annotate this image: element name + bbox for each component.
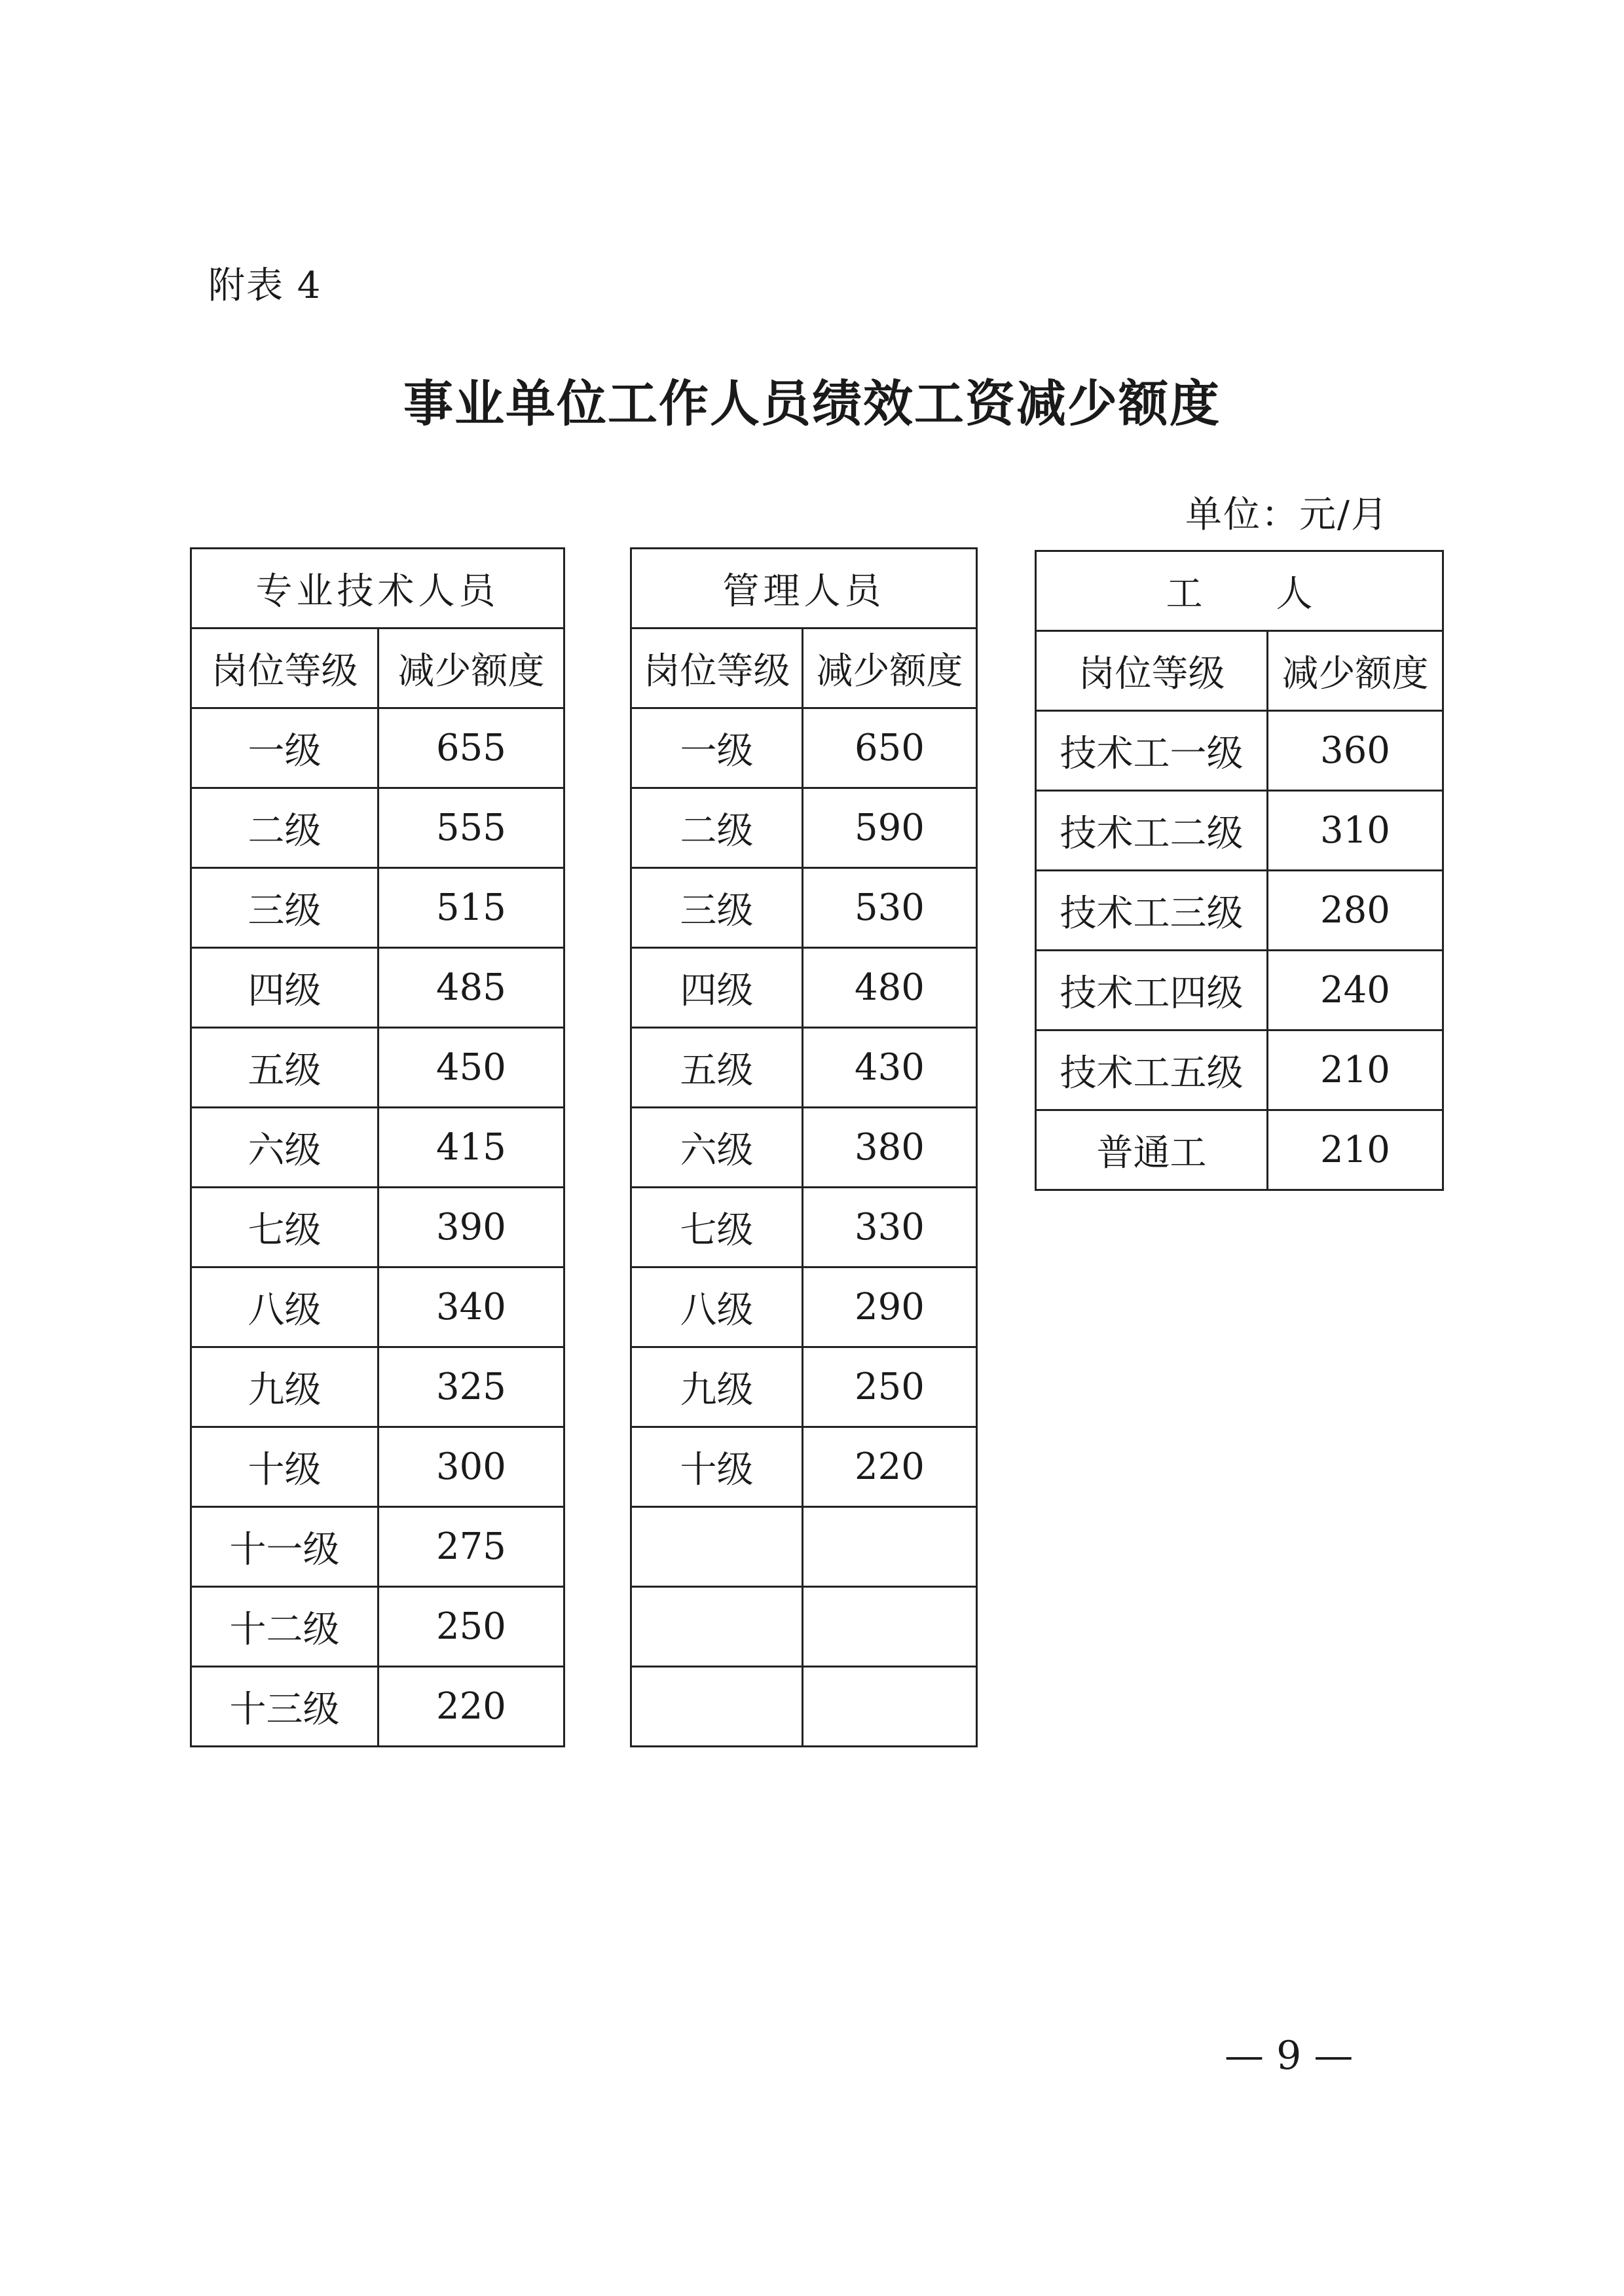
amount-cell (803, 1507, 977, 1587)
table-row (1036, 951, 1443, 1030)
grade-cell: 七级 (191, 1188, 378, 1267)
grade-cell: 六级 (631, 1108, 803, 1188)
grade-cell: 九级 (191, 1347, 378, 1427)
table-row (191, 1427, 564, 1507)
amount-cell: 240 (1268, 951, 1443, 1030)
table-row (191, 948, 564, 1028)
amount-cell: 210 (1268, 1030, 1443, 1110)
amount-cell: 590 (803, 788, 977, 868)
amount-cell: 650 (803, 708, 977, 788)
column-header-grade: 岗位等级 (1036, 631, 1268, 711)
column-header-amount: 减少额度 (378, 629, 564, 708)
amount-cell: 450 (378, 1028, 564, 1108)
page-number: — 9 — (1225, 2033, 1354, 2079)
grade-cell: 三级 (631, 868, 803, 948)
table-row (191, 788, 564, 868)
amount-cell: 485 (378, 948, 564, 1028)
table-header-row (1036, 551, 1443, 631)
column-header-grade: 岗位等级 (631, 629, 803, 708)
table-row (631, 1427, 977, 1507)
table-header: 工 人 (1036, 551, 1443, 631)
grade-cell: 技术工四级 (1036, 951, 1268, 1030)
grade-cell: 技术工五级 (1036, 1030, 1268, 1110)
grade-cell: 一级 (631, 708, 803, 788)
grade-cell: 十级 (191, 1427, 378, 1507)
table-row (191, 1267, 564, 1347)
grade-cell: 五级 (191, 1028, 378, 1108)
column-header-grade: 岗位等级 (191, 629, 378, 708)
table-row (191, 708, 564, 788)
table-row (191, 868, 564, 948)
grade-cell: 九级 (631, 1347, 803, 1427)
table-header: 专业技术人员 (191, 549, 564, 629)
table-row (1036, 791, 1443, 871)
column-header-amount: 减少额度 (803, 629, 977, 708)
unit-label: 单位：元/月 (1185, 494, 1389, 536)
grade-cell (631, 1587, 803, 1667)
grade-cell: 七级 (631, 1188, 803, 1267)
table-row (1036, 871, 1443, 951)
table-row (191, 1587, 564, 1667)
grade-cell: 普通工 (1036, 1110, 1268, 1190)
amount-cell: 210 (1268, 1110, 1443, 1190)
amount-cell: 530 (803, 868, 977, 948)
table-row (1036, 1030, 1443, 1110)
amount-cell: 220 (803, 1427, 977, 1507)
amount-cell: 275 (378, 1507, 564, 1587)
table-row (631, 1267, 977, 1347)
grade-cell (631, 1507, 803, 1587)
column-header-row (631, 629, 977, 708)
grade-cell: 技术工一级 (1036, 711, 1268, 791)
grade-cell: 六级 (191, 1108, 378, 1188)
grade-cell: 二级 (191, 788, 378, 868)
amount-cell: 220 (378, 1667, 564, 1747)
amount-cell (803, 1667, 977, 1747)
grade-cell: 十一级 (191, 1507, 378, 1587)
amount-cell: 390 (378, 1188, 564, 1267)
table-row (191, 1108, 564, 1188)
table-row (1036, 711, 1443, 791)
table-row (631, 1028, 977, 1108)
table-management (630, 547, 978, 1747)
grade-cell: 八级 (191, 1267, 378, 1347)
table-row (631, 868, 977, 948)
table-workers (1035, 550, 1444, 1191)
amount-cell: 300 (378, 1427, 564, 1507)
table-row (191, 1028, 564, 1108)
table-row (631, 1188, 977, 1267)
grade-cell: 三级 (191, 868, 378, 948)
amount-cell: 430 (803, 1028, 977, 1108)
table-row (631, 1667, 977, 1747)
table-row (631, 948, 977, 1028)
grade-cell: 二级 (631, 788, 803, 868)
amount-cell (803, 1587, 977, 1667)
table-row (191, 1347, 564, 1427)
amount-cell: 360 (1268, 711, 1443, 791)
table-row (631, 708, 977, 788)
amount-cell: 480 (803, 948, 977, 1028)
amount-cell: 655 (378, 708, 564, 788)
grade-cell: 技术工二级 (1036, 791, 1268, 871)
table-header-row (631, 549, 977, 629)
grade-cell: 四级 (631, 948, 803, 1028)
column-header-row (1036, 631, 1443, 711)
annex-label: 附表 4 (208, 264, 322, 307)
table-row (631, 1507, 977, 1587)
table-row (631, 788, 977, 868)
table-row (1036, 1110, 1443, 1190)
amount-cell: 280 (1268, 871, 1443, 951)
table-row (191, 1667, 564, 1747)
amount-cell: 515 (378, 868, 564, 948)
table-header-row (191, 549, 564, 629)
grade-cell: 四级 (191, 948, 378, 1028)
amount-cell: 330 (803, 1188, 977, 1267)
table-row (631, 1108, 977, 1188)
table-row (191, 1507, 564, 1587)
amount-cell: 555 (378, 788, 564, 868)
column-header-row (191, 629, 564, 708)
amount-cell: 250 (803, 1347, 977, 1427)
amount-cell: 340 (378, 1267, 564, 1347)
table-row (631, 1587, 977, 1667)
grade-cell: 一级 (191, 708, 378, 788)
amount-cell: 310 (1268, 791, 1443, 871)
amount-cell: 415 (378, 1108, 564, 1188)
amount-cell: 380 (803, 1108, 977, 1188)
grade-cell: 五级 (631, 1028, 803, 1108)
column-header-amount: 减少额度 (1268, 631, 1443, 711)
table-row (191, 1188, 564, 1267)
table-row (631, 1347, 977, 1427)
grade-cell: 十级 (631, 1427, 803, 1507)
grade-cell: 十三级 (191, 1667, 378, 1747)
grade-cell: 十二级 (191, 1587, 378, 1667)
grade-cell (631, 1667, 803, 1747)
amount-cell: 250 (378, 1587, 564, 1667)
grade-cell: 八级 (631, 1267, 803, 1347)
grade-cell: 技术工三级 (1036, 871, 1268, 951)
amount-cell: 325 (378, 1347, 564, 1427)
table-header: 管理人员 (631, 549, 977, 629)
page-title: 事业单位工作人员绩效工资减少额度 (403, 374, 1221, 433)
table-professional-technical (190, 547, 565, 1747)
amount-cell: 290 (803, 1267, 977, 1347)
